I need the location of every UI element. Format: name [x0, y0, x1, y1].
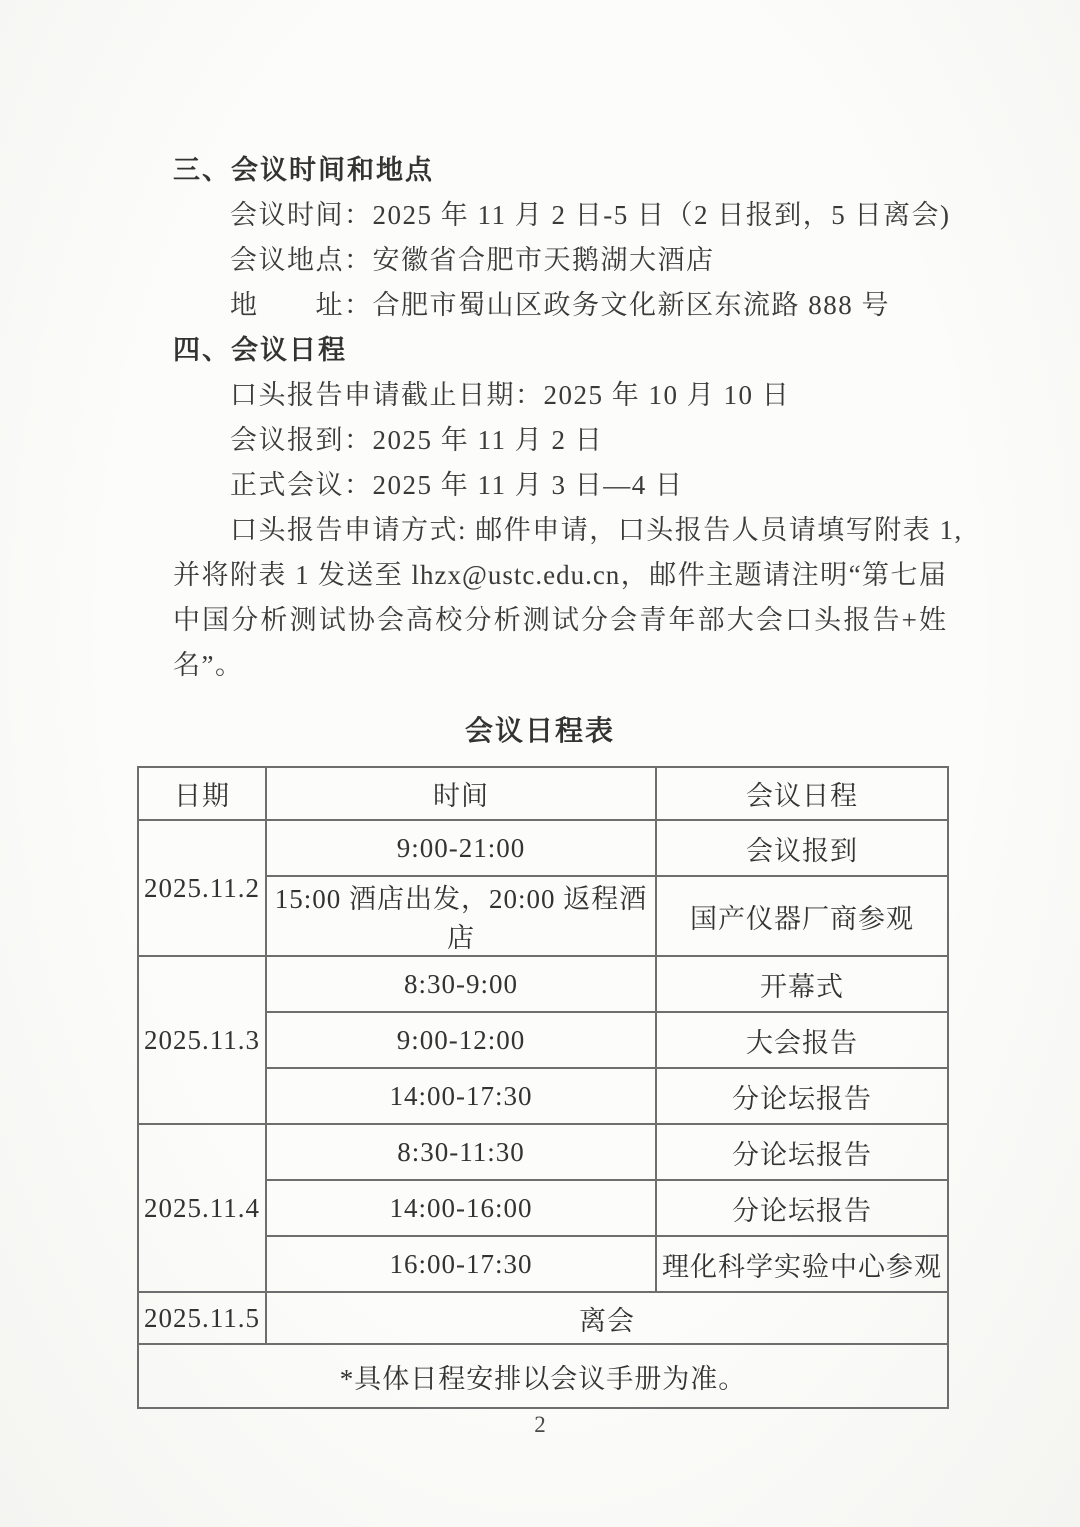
- time-cell: 8:30-9:00: [266, 956, 656, 1012]
- deadline-line: 口头报告申请截止日期：2025 年 10 月 10 日: [230, 380, 791, 410]
- col-header-time: 时间: [266, 767, 656, 820]
- table-header-row: [138, 767, 948, 820]
- footnote-cell: *具体日程安排以会议手册为准。: [138, 1344, 948, 1408]
- date-cell: 2025.11.3: [138, 956, 266, 1124]
- date-cell: 2025.11.4: [138, 1124, 266, 1292]
- table-footnote-row: [138, 1344, 948, 1408]
- table-title: 会议日程表: [464, 716, 615, 747]
- table-row-departure: [138, 1292, 948, 1344]
- address-line: 地 址：合肥市蜀山区政务文化新区东流路 888 号: [230, 290, 890, 320]
- event-cell: 理化科学实验中心参观: [656, 1236, 948, 1292]
- formal-meeting-line: 正式会议：2025 年 11 月 3 日—4 日: [230, 470, 684, 500]
- time-cell: 9:00-21:00: [266, 820, 656, 876]
- page-number: 2: [534, 1412, 546, 1437]
- date-cell: 2025.11.2: [138, 820, 266, 956]
- event-cell: 国产仪器厂商参观: [656, 876, 948, 956]
- time-cell: 14:00-16:00: [266, 1180, 656, 1236]
- paragraph-line-4: 名”。: [173, 650, 244, 680]
- event-cell: 会议报到: [656, 820, 948, 876]
- event-cell: 分论坛报告: [656, 1068, 948, 1124]
- event-cell: 开幕式: [656, 956, 948, 1012]
- event-cell: 分论坛报告: [656, 1180, 948, 1236]
- schedule-table: [137, 766, 949, 1409]
- section-heading-4: 四、会议日程: [173, 335, 347, 365]
- paragraph-line-3: 中国分析测试协会高校分析测试分会青年部大会口头报告+姓: [173, 605, 947, 635]
- meeting-time-line: 会议时间：2025 年 11 月 2 日-5 日（2 日报到，5 日离会): [230, 200, 951, 230]
- paragraph-line-2: 并将附表 1 发送至 lhzx@ustc.edu.cn，邮件主题请注明“第七届: [173, 560, 947, 590]
- checkin-line: 会议报到：2025 年 11 月 2 日: [230, 425, 604, 455]
- time-cell: 9:00-12:00: [266, 1012, 656, 1068]
- table-row: [138, 820, 948, 876]
- date-cell: 2025.11.5: [138, 1292, 266, 1344]
- event-cell: 分论坛报告: [656, 1124, 948, 1180]
- departure-cell: 离会: [266, 1292, 948, 1344]
- time-cell: 16:00-17:30: [266, 1236, 656, 1292]
- col-header-agenda: 会议日程: [656, 767, 948, 820]
- time-cell: 8:30-11:30: [266, 1124, 656, 1180]
- col-header-date: 日期: [138, 767, 266, 820]
- time-cell: 14:00-17:30: [266, 1068, 656, 1124]
- meeting-place-line: 会议地点：安徽省合肥市天鹅湖大酒店: [230, 245, 715, 275]
- paragraph-line-1: 口头报告申请方式: 邮件申请，口头报告人员请填写附表 1,: [230, 515, 963, 545]
- table-row: [138, 1124, 948, 1180]
- event-cell: 大会报告: [656, 1012, 948, 1068]
- body-text: [173, 148, 963, 688]
- time-cell: 15:00 酒店出发，20:00 返程酒店: [266, 876, 656, 956]
- section-heading-3: 三、会议时间和地点: [173, 155, 434, 185]
- table-row: [138, 956, 948, 1012]
